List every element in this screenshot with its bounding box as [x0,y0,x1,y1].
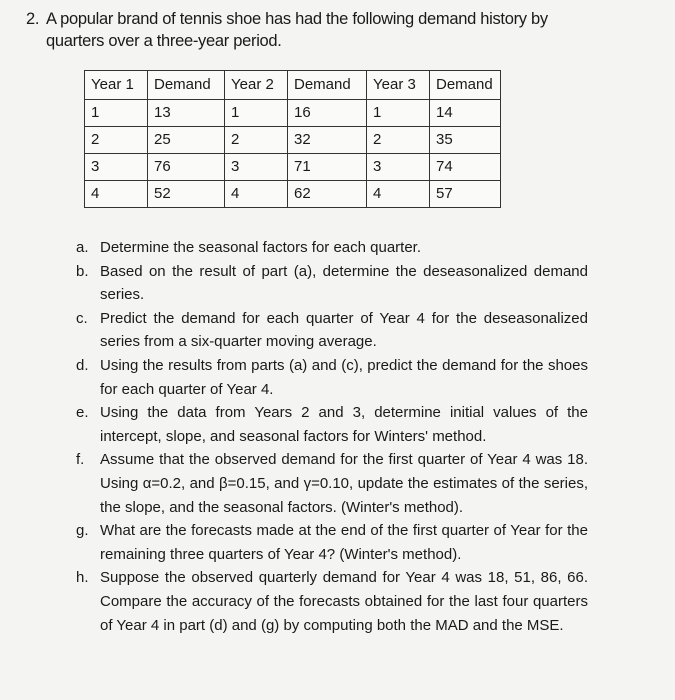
table-cell: 4 [225,181,288,208]
part-text: Based on the result of part (a), determine the deseasonalized demand series. [100,262,588,304]
header-year-3: Year 3 [367,71,430,100]
problem-text-line-1: A popular brand of tennis shoe has had the following demand history by [46,10,548,28]
table-cell: 52 [148,181,225,208]
problem-statement [26,8,626,52]
question-part-g [76,519,588,566]
header-demand-2: Demand [288,71,367,100]
table-cell: 13 [148,100,225,127]
table-cell: 4 [85,181,148,208]
table-cell: 74 [430,154,501,181]
part-label: f. [76,451,85,469]
part-label: d. [76,356,89,374]
header-year-2: Year 2 [225,71,288,100]
part-label: h. [76,569,89,587]
header-year-1: Year 1 [85,71,148,100]
question-part-e [76,401,588,448]
question-part-h [76,566,588,637]
table-row [85,127,501,154]
table-row [85,100,501,127]
table-row [85,154,501,181]
table-cell: 25 [148,127,225,154]
table-cell: 32 [288,127,367,154]
table-cell: 71 [288,154,367,181]
table-cell: 2 [85,127,148,154]
table-header-row [85,71,501,100]
table-cell: 76 [148,154,225,181]
part-text: Determine the seasonal factors for each quarter. [100,239,422,256]
table-cell: 14 [430,100,501,127]
question-part-d [76,354,588,401]
table-cell: 2 [225,127,288,154]
table-cell: 16 [288,100,367,127]
question-part-a [76,236,588,260]
part-text: Predict the demand for each quarter of Year 4 for the deseasonalized series from a six-quarter moving average. [100,309,588,351]
part-label: a. [76,239,89,256]
problem-text-line-2: quarters over a three-year period. [46,32,282,50]
problem-number: 2. [26,10,40,28]
table-cell: 62 [288,181,367,208]
demand-history-table [84,70,501,208]
header-demand-1: Demand [148,71,225,100]
part-text: Using the data from Years 2 and 3, determine initial values of the intercept, slope, and seasonal factors for Winters' method. [100,404,588,445]
part-label: b. [76,262,89,280]
table-cell: 3 [367,154,430,181]
table-cell: 4 [367,181,430,208]
question-part-c [76,307,588,354]
part-text: Using the results from parts (a) and (c), predict the demand for the shoes for each quarter of Year 4. [100,356,588,398]
table-cell: 1 [367,100,430,127]
table-cell: 35 [430,127,501,154]
part-text: Suppose the observed quarterly demand for Year 4 was 18, 51, 86, 66. Compare the accuracy of the forecasts obtained for the last four quarters of Year 4 in part (d) and (g) by computing both the MAD and the MSE. [100,569,588,634]
table-row [85,181,501,208]
question-part-b [76,260,588,307]
problem-line-1 [26,8,626,30]
part-text: What are the forecasts made at the end of the first quarter of Year for the remaining three quarters of Year 4? (Winter's method). [100,522,588,563]
table-cell: 2 [367,127,430,154]
part-label: e. [76,404,89,422]
table-cell: 3 [225,154,288,181]
part-label: g. [76,522,89,540]
table-cell: 57 [430,181,501,208]
part-text: Assume that the observed demand for the first quarter of Year 4 was 18. Using α=0.2, and β=0.15, and γ=0.10, update the estimates of the series, the slope, and the seasonal factors. (Winter's method). [100,451,588,516]
table-cell: 3 [85,154,148,181]
question-part-f [76,448,588,519]
header-demand-3: Demand [430,71,501,100]
part-label: c. [76,309,88,327]
question-parts-list [76,236,588,637]
table-cell: 1 [85,100,148,127]
table-cell: 1 [225,100,288,127]
